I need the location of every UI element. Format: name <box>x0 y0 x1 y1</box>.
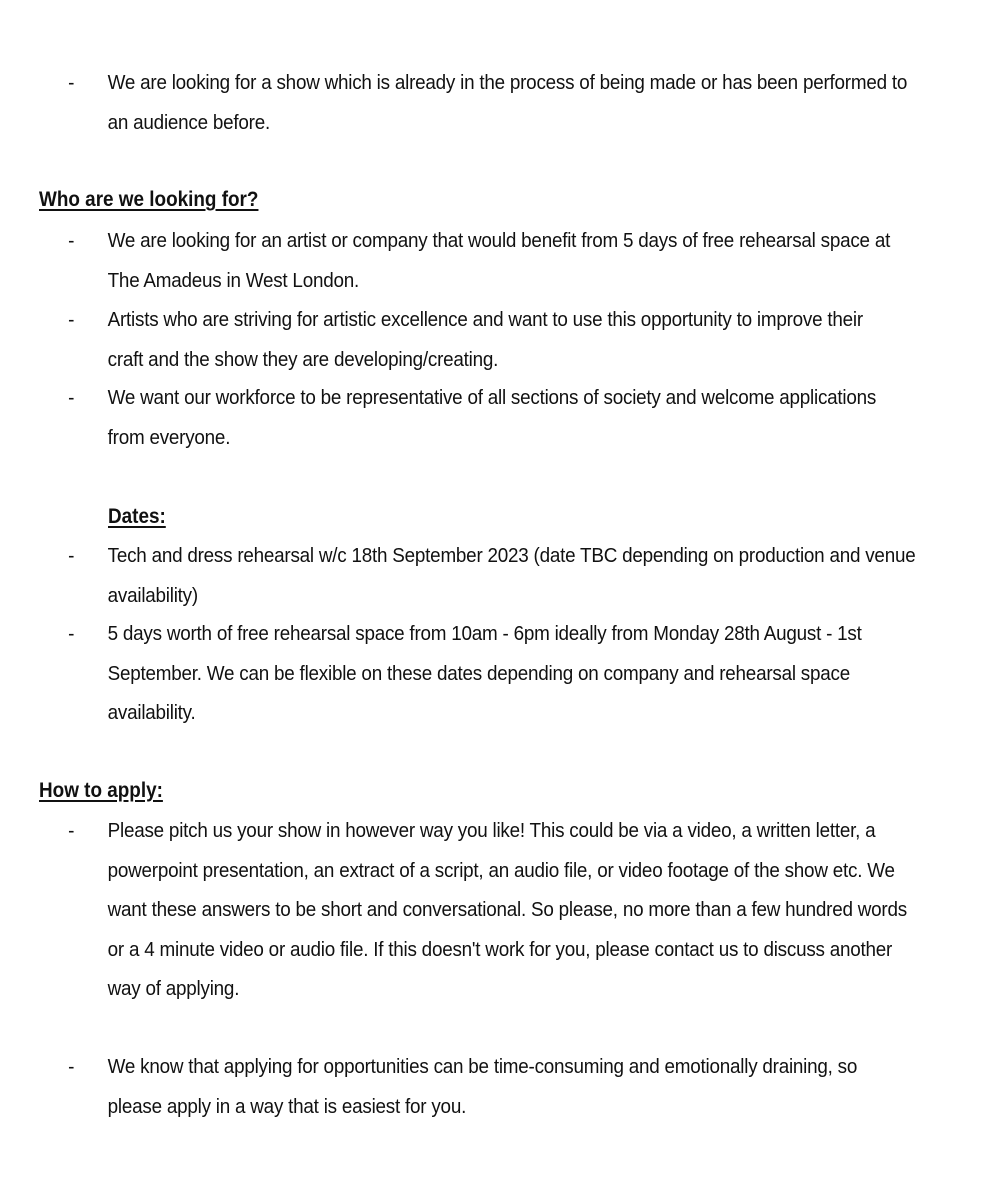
text-line: We are looking for a show which is already in the process of being made or has been performed to <box>107 71 908 94</box>
text-line: availability) <box>107 583 198 607</box>
list-item-text <box>108 378 936 457</box>
text-line: availability. <box>107 701 196 724</box>
text-line: We are looking for an artist or company that would benefit from 5 days of free rehearsal space at <box>107 229 891 252</box>
text-line: way of applying. <box>107 977 240 1000</box>
bullet-marker: - <box>68 71 75 94</box>
section-heading-apply: How to apply: <box>39 779 163 802</box>
text-line: from everyone. <box>107 425 231 449</box>
text-line: We want our workforce to be representative of all sections of society and welcome applications <box>107 386 877 409</box>
list-item-text <box>108 1047 936 1126</box>
list-item-text <box>108 536 936 615</box>
text-line: Artists who are striving for artistic excellence and want to use this opportunity to improve their <box>107 308 863 331</box>
text-line: craft and the show they are developing/creating. <box>107 347 499 371</box>
text-line: Tech and dress rehearsal w/c 18th September 2023 (date TBC depending on production and venue <box>107 544 916 567</box>
text-line: The Amadeus in West London. <box>107 268 360 292</box>
bullet-marker: - <box>68 1055 75 1078</box>
bullet-marker: - <box>68 229 75 252</box>
list-item-text <box>108 614 936 733</box>
list-item-text <box>108 63 936 142</box>
text-line: September. We can be flexible on these dates depending on company and rehearsal space <box>107 661 850 685</box>
list-item-text <box>108 221 936 300</box>
text-line: or a 4 minute video or audio file. If this doesn't work for you, please contact us to discuss another <box>107 937 893 961</box>
text-line: We know that applying for opportunities can be time-consuming and emotionally draining, so <box>107 1055 858 1078</box>
bullet-marker: - <box>68 386 75 409</box>
text-line: Please pitch us your show in however way you like! This could be via a video, a written letter, a <box>107 819 876 842</box>
list-item-text <box>108 811 936 1009</box>
list-item-text <box>108 300 936 379</box>
bullet-marker: - <box>68 544 75 567</box>
text-line: an audience before. <box>107 110 271 134</box>
section-heading-dates: Dates: <box>108 505 166 528</box>
bullet-marker: - <box>68 819 75 842</box>
text-line: powerpoint presentation, an extract of a script, an audio file, or video footage of the show etc. We <box>107 858 895 882</box>
section-heading-who: Who are we looking for? <box>39 188 259 211</box>
text-line: want these answers to be short and conversational. So please, no more than a few hundred words <box>107 898 907 921</box>
bullet-marker: - <box>68 622 75 645</box>
bullet-marker: - <box>68 308 75 331</box>
text-line: please apply in a way that is easiest for you. <box>107 1094 467 1118</box>
text-line: 5 days worth of free rehearsal space from 10am - 6pm ideally from Monday 28th August - 1st <box>107 622 862 645</box>
